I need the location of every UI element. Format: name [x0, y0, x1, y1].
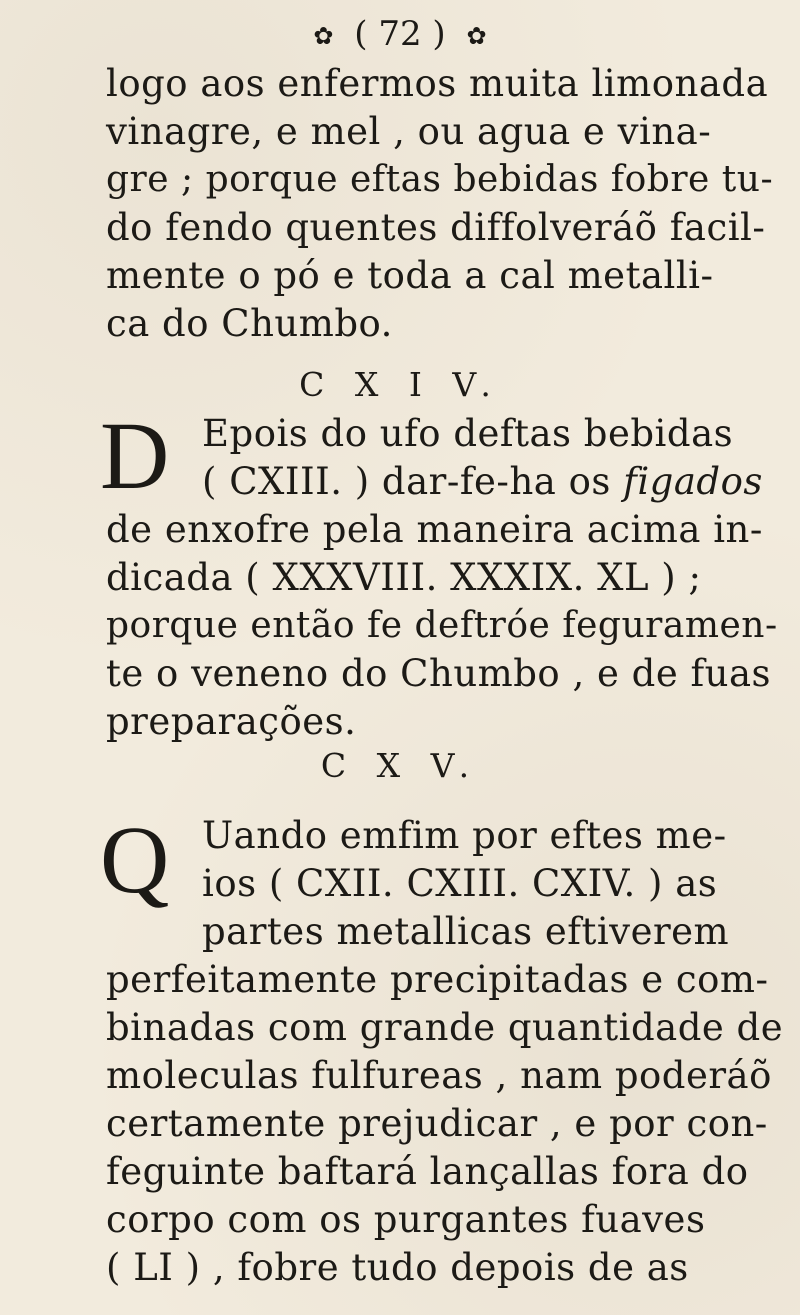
text-line: feguinte baftará lançallas fora do — [106, 1150, 749, 1193]
ornament-left-icon: ✿ — [313, 22, 334, 50]
text-line: te o veneno do Chumbo , e de fuas — [106, 652, 772, 695]
text-line: gre ; porque eftas bebidas fobre tu- — [106, 159, 774, 200]
text-line: ( LI ) , fobre tudo depois de as — [106, 1246, 689, 1289]
drop-cap: D — [100, 402, 170, 509]
text-line: preparações. — [106, 700, 357, 743]
italic-phrase: figados — [623, 460, 763, 503]
text-line: vinagre, e mel , ou agua e vina- — [106, 110, 712, 153]
text-line: de enxofre pela maneira acima in- — [106, 508, 763, 551]
ornament-right-icon: ✿ — [466, 22, 487, 50]
text-line: ios ( CXII. CXIII. CXIV. ) as — [202, 862, 718, 905]
text-line: perfeitamente precipitadas e com- — [106, 958, 769, 1001]
text-line: porque então fe deftróe feguramen- — [106, 605, 778, 646]
text-span: ( CXIII. ) dar-fe-ha os — [202, 460, 624, 503]
text-line: corpo com os purgantes fuaves — [106, 1198, 706, 1241]
text-line — [202, 458, 763, 506]
drop-cap: Q — [100, 806, 170, 913]
text-line: dicada ( XXXVIII. XXXIX. XL ) ; — [106, 556, 702, 599]
text-line: Uando emfim por eftes me- — [202, 814, 727, 857]
section-heading: C X V. — [320, 746, 480, 785]
page-header — [0, 14, 800, 56]
text-line: partes metallicas eftiverem — [202, 910, 730, 953]
text-line: do fendo quentes diffolveráõ facil- — [106, 206, 766, 249]
text-line: ca do Chumbo. — [106, 302, 393, 345]
page-number: ( 72 ) — [354, 14, 446, 54]
text-line: certamente prejudicar , e por con- — [106, 1102, 768, 1145]
text-line: moleculas fulfureas , nam poderáõ — [106, 1054, 772, 1097]
text-line: mente o pó e toda a cal metalli- — [106, 254, 714, 297]
text-line: logo aos enfermos muita limonada — [106, 62, 769, 105]
section-heading: C X I V. — [299, 365, 501, 404]
text-line: Epois do ufo deftas bebidas — [202, 412, 734, 455]
text-line: binadas com grande quantidade de — [106, 1006, 784, 1049]
